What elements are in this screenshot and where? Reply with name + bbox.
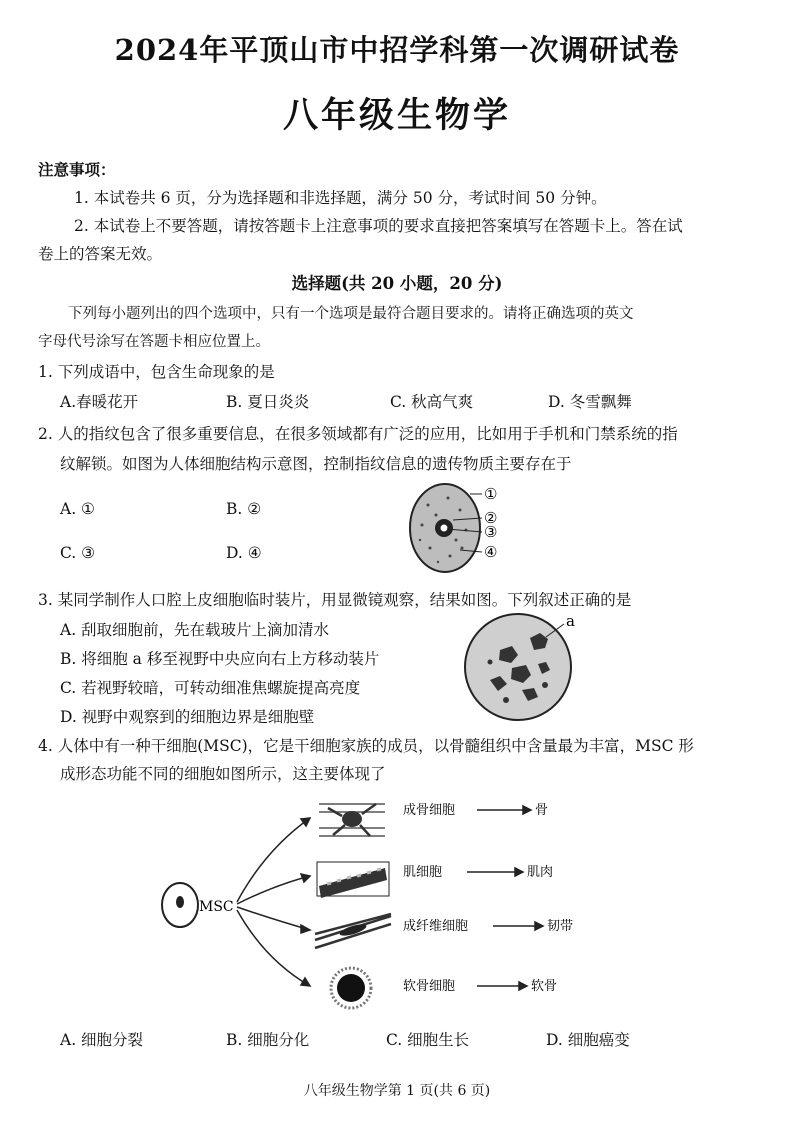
notice-heading: 注意事项： — [38, 160, 116, 179]
subject-title: 八年级生物学 — [282, 95, 511, 136]
page-footer: 八年级生物学第 1 页(共 6 页) — [303, 1083, 491, 1099]
q3-microscope-view — [460, 610, 590, 725]
label-4: ④ — [484, 543, 498, 561]
msc-label: MSC — [199, 899, 234, 915]
q4-option-d: D. 细胞癌变 — [546, 1031, 630, 1049]
cell-label-fibroblast: 成纤维细胞 — [403, 919, 469, 934]
notice-item-2-line-1: 2. 本试卷上不要答题，请按答题卡上注意事项的要求直接把答案填写在答题卡上。答在试 — [74, 217, 683, 235]
nucleolus — [441, 525, 448, 532]
q2-stem-line-1: 2. 人的指纹包含了很多重要信息，在很多领域都有广泛的应用，比如用于手机和门禁系统的指 — [38, 425, 678, 443]
fibroblast-image — [315, 914, 391, 948]
q4-stem-line-2: 成形态功能不同的细胞如图所示，这主要体现了 — [60, 765, 386, 783]
label-2: ② — [484, 509, 498, 527]
q3-option-b: B. 将细胞 a 移至视野中央应向右上方移动装片 — [60, 650, 380, 668]
tissue-label-cartilage: 软骨 — [531, 979, 558, 994]
q3-option-a: A. 刮取细胞前，先在载玻片上滴加清水 — [60, 621, 330, 639]
label-3: ③ — [484, 523, 498, 541]
exam-title: 2024年平顶山市中招学科第一次调研试卷 — [114, 33, 680, 67]
q2-option-a: A. ① — [60, 500, 95, 518]
q2-option-b: B. ② — [226, 500, 262, 518]
notice-item-1: 1. 本试卷共 6 页，分为选择题和非选择题，满分 50 分，考试时间 50 分钟。 — [74, 189, 607, 207]
cell-label-chondrocyte: 软骨细胞 — [403, 979, 456, 994]
chondrocyte-image — [331, 968, 371, 1008]
q2-cell-diagram — [400, 480, 520, 580]
cell-label-muscle: 肌细胞 — [403, 865, 443, 880]
q4-option-b: B. 细胞分化 — [226, 1031, 310, 1049]
q1-option-c: C. 秋高气爽 — [390, 393, 474, 411]
q1-option-b: B. 夏日炎炎 — [226, 393, 310, 411]
q1-option-a: A.春暖花开 — [60, 393, 139, 411]
osteoblast-image — [317, 796, 387, 840]
section-instruction-line-2: 字母代号涂写在答题卡相应位置上。 — [38, 334, 270, 350]
q4-option-c: C. 细胞生长 — [386, 1031, 470, 1049]
q1-option-d: D. 冬雪飘舞 — [548, 393, 632, 411]
tissue-label-bone: 骨 — [535, 803, 549, 818]
q2-stem-line-2: 纹解锁。如图为人体细胞结构示意图，控制指纹信息的遗传物质主要存在于 — [60, 455, 572, 473]
section-instruction-line-1: 下列每小题列出的四个选项中，只有一个选项是最符合题目要求的。请将正确选项的英文 — [68, 306, 634, 322]
q2-option-d: D. ④ — [226, 544, 262, 562]
label-a: a — [566, 612, 575, 630]
tissue-label-ligament: 韧带 — [547, 919, 574, 934]
muscle-cell-image — [317, 862, 389, 898]
q4-msc-diagram — [155, 790, 595, 1015]
q3-stem: 3. 某同学制作人口腔上皮细胞临时装片，用显微镜观察，结果如图。下列叙述正确的是 — [38, 591, 632, 609]
q2-option-c: C. ③ — [60, 544, 96, 562]
section-title: 选择题(共 20 小题，20 分) — [291, 274, 503, 293]
q3-option-c: C. 若视野较暗，可转动细准焦螺旋提高亮度 — [60, 679, 361, 697]
q4-stem-line-1: 4. 人体中有一种干细胞(MSC)，它是干细胞家族的成员，以骨髓组织中含量最为丰富，MSC 形 — [38, 737, 694, 755]
q3-option-d: D. 视野中观察到的细胞边界是细胞壁 — [60, 708, 315, 726]
tissue-label-muscle: 肌肉 — [527, 865, 554, 880]
cell-label-osteoblast: 成骨细胞 — [403, 803, 456, 818]
q1-stem: 1. 下列成语中，包含生命现象的是 — [38, 363, 275, 381]
q4-option-a: A. 细胞分裂 — [60, 1031, 144, 1049]
notice-item-2-line-2: 卷上的答案无效。 — [38, 245, 163, 263]
label-1: ① — [484, 485, 498, 503]
